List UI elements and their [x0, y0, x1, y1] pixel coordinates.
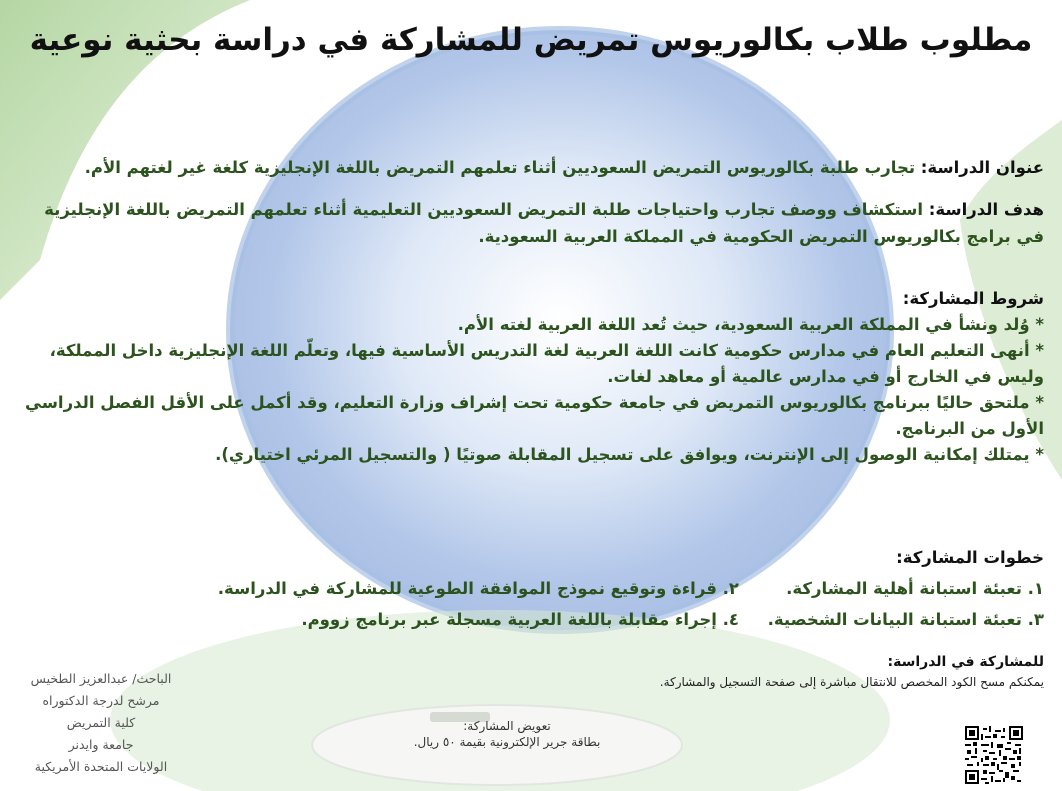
researcher-degree: مرشح لدرجة الدكتوراه — [42, 693, 160, 708]
researcher-name: الباحث/ عبدالعزيز الطخيس — [30, 671, 172, 686]
compensation-label: تعويض المشاركة: — [463, 719, 551, 733]
step-item: ٣. تعبئة استبانة البيانات الشخصية. — [767, 610, 1044, 629]
steps-label: خطوات المشاركة: — [896, 548, 1044, 567]
participate-text: يمكنكم مسح الكود المخصص للانتقال مباشرة إلى صفحة التسجيل والمشاركة. — [659, 675, 1044, 689]
step-item: ٢. قراءة وتوقيع نموذج الموافقة الطوعية للمشاركة في الدراسة. — [217, 579, 739, 598]
compensation-text: بطاقة جرير الإلكترونية بقيمة ٥٠ ريال. — [413, 735, 601, 749]
conditions-section — [14, 286, 1044, 468]
condition-item: * أنهى التعليم العام في مدارس حكومية كانت اللغة العربية لغة التدريس الأساسية فيها، وتعلّم اللغة الإنجليزية داخل المملكة، وليس في الخارج أو في مدارس عالمية أو معاهد لغات. — [49, 341, 1044, 386]
study-goal-label: هدف الدراسة: — [928, 200, 1044, 219]
researcher-university: جامعة وايدنر — [68, 737, 134, 752]
study-goal-text: استكشاف ووصف تجارب واحتياجات طلبة التمريض السعوديين التعليمية أثناء تعلمهم التمريض باللغة الإنجليزية في برامج بكالوريوس التمريض الحكومية في المملكة العربية السعودية. — [44, 200, 1044, 246]
study-title-paragraph — [14, 157, 1044, 179]
study-title-text: تجارب طلبة بكالوريوس التمريض السعوديين أثناء تعلمهم التمريض باللغة الإنجليزية كلغة غير لغتهم الأم. — [84, 158, 921, 177]
condition-item: * ملتحق حاليًا ببرنامج بكالوريوس التمريض في جامعة حكومية تحت إشراف وزارة التعليم، وقد أكمل على الأقل الفصل الدراسي الأول من البرنامج. — [25, 393, 1044, 438]
researcher-college: كلية التمريض — [66, 715, 136, 730]
compensation-badge — [372, 718, 642, 750]
researcher-info — [12, 668, 190, 778]
steps-row — [14, 604, 1044, 635]
study-goal-paragraph — [14, 196, 1044, 250]
study-title-label: عنوان الدراسة: — [920, 158, 1044, 177]
step-item: ٤. إجراء مقابلة باللغة العربية مسجلة عبر برنامج زووم. — [301, 610, 739, 629]
steps-row — [14, 573, 1044, 604]
qr-code-icon[interactable] — [964, 726, 1024, 784]
condition-item: * يمتلك إمكانية الوصول إلى الإنترنت، ويوافق على تسجيل المقابلة صوتيًا ( والتسجيل المرئي اختياري). — [215, 445, 1044, 464]
steps-section — [14, 542, 1044, 635]
poster-title: مطلوب طلاب بكالوريوس تمريض للمشاركة في دراسة بحثية نوعية — [29, 22, 1033, 58]
conditions-label: شروط المشاركة: — [902, 289, 1044, 308]
step-item: ١. تعبئة استبانة أهلية المشاركة. — [786, 579, 1044, 598]
researcher-country: الولايات المتحدة الأمريكية — [34, 759, 168, 774]
condition-item: * وُلد ونشأ في المملكة العربية السعودية، حيث تُعد اللغة العربية لغته الأم. — [457, 315, 1044, 334]
participate-label: للمشاركة في الدراسة: — [887, 654, 1044, 670]
